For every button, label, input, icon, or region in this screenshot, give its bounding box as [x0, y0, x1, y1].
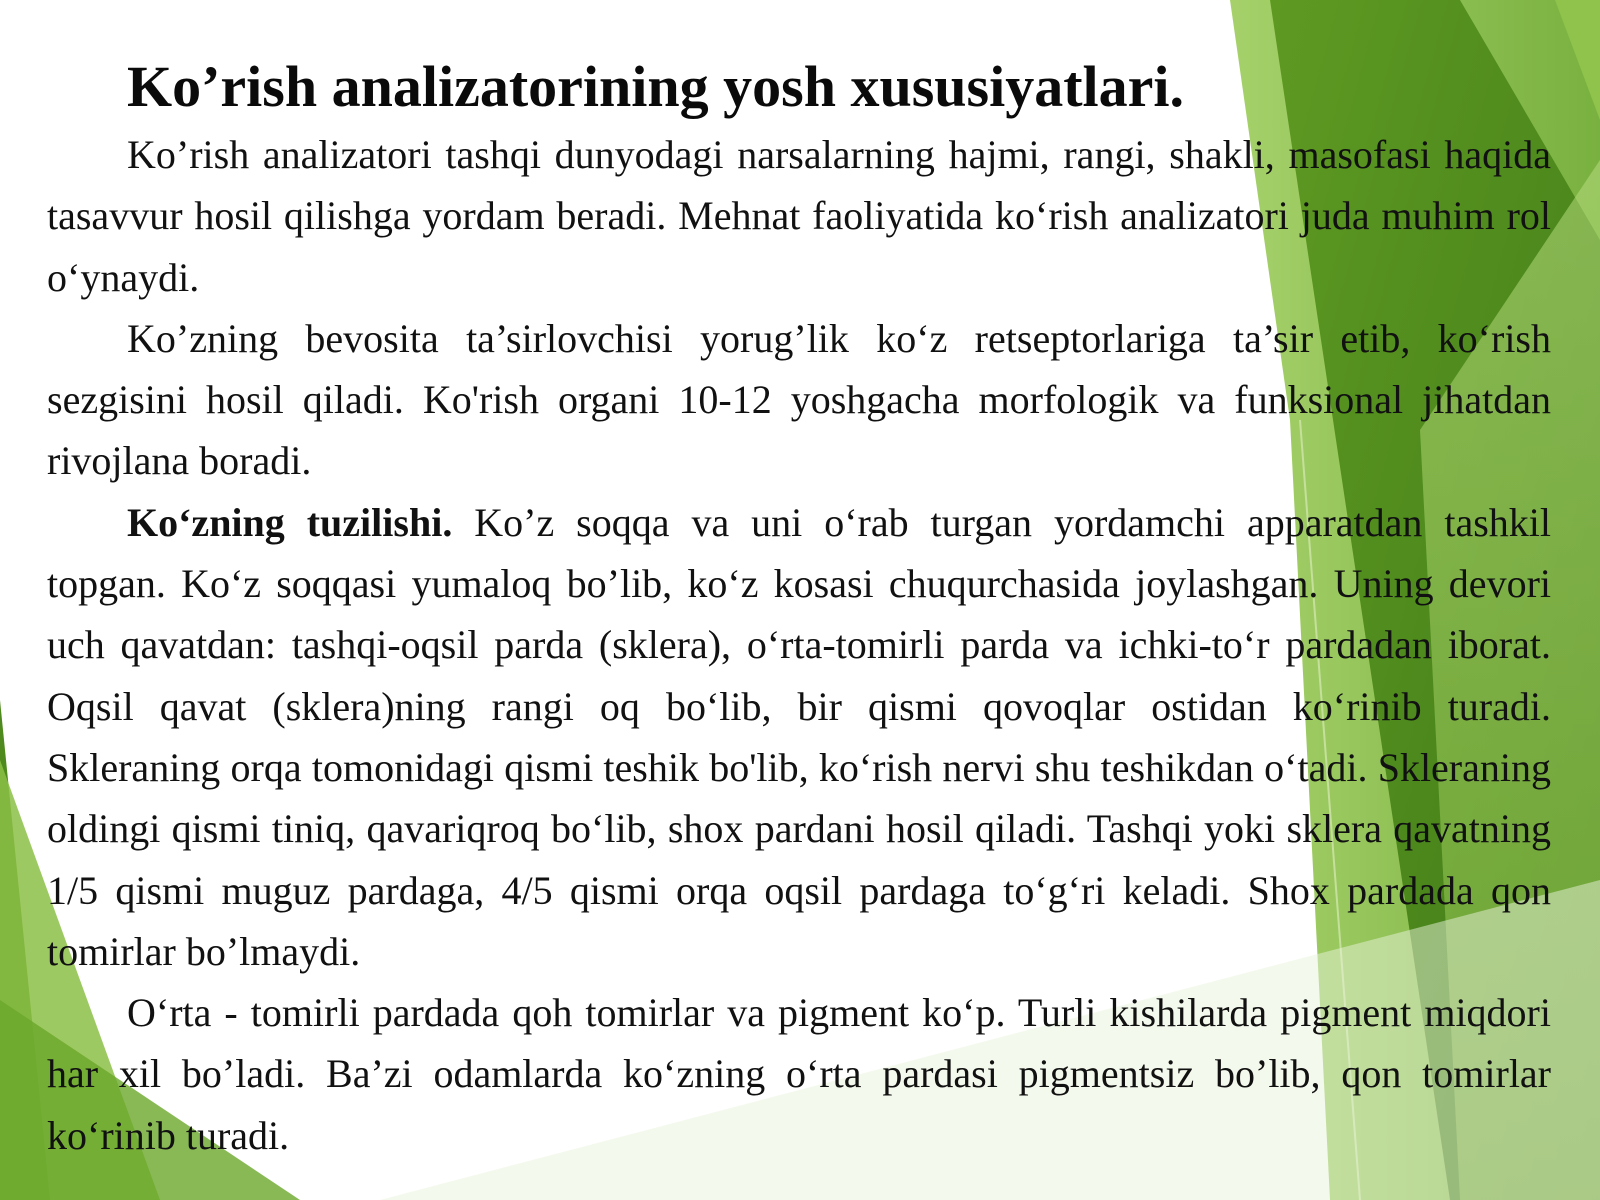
slide-title: Ko’rish analizatorining yosh xususiyatlari.: [127, 54, 1185, 119]
paragraph-4: [47, 982, 1551, 1166]
paragraph-1: [47, 124, 1551, 308]
paragraph-4-text: O‘rta - tomirli pardada qoh tomirlar va pigment ko‘p. Turli kishilarda pigment miqdori har xil bo’ladi. Ba’zi odamlarda ko‘zning o‘rta pardasi pigmentsiz bo’lib, qon tomirlar ko‘rinib turadi.: [47, 990, 1551, 1158]
paragraph-3-text: Ko’z soqqa va uni o‘rab turgan yordamchi apparatdan tashkil topgan. Ko‘z soqqasi yumaloq bo’lib, ko‘z kosasi chuqurchasida joylashgan. Uning devori uch qavatdan: tashqi-oqsil parda (sklera), o‘rta-tomirli parda va ichki-to‘r pardadan iborat. Oqsil qavat (sklera)ning rangi oq bo‘lib, bir qismi qovoqlar ostidan ko‘rinib turadi. Skleraning orqa tomonidagi qismi teshik bo'lib, ko‘rish nervi shu teshikdan o‘tadi. Skleraning oldingi qismi tiniq, qavariqroq bo‘lib, shox pardani hosil qiladi. Tashqi yoki sklera qavatning 1/5 qismi muguz pardaga, 4/5 qismi orqa oqsil pardaga to‘g‘ri keladi. Shox pardada qon tomirlar bo’lmaydi.: [47, 499, 1551, 974]
paragraph-2: [47, 308, 1551, 492]
paragraph-2-text: Ko’zning bevosita ta’sirlovchisi yorug’lik ko‘z retseptorlariga ta’sir etib, ko‘rish sezgisini hosil qiladi. Ko'rish organi 10-12 yoshgacha morfologik va funksional jihatdan rivojlana boradi.: [47, 315, 1551, 484]
paragraph-3: [47, 492, 1551, 982]
section-heading-eye-structure: Ko‘zning tuzilishi.: [127, 499, 453, 545]
slide-content: [47, 50, 1551, 1166]
paragraph-1-text: Ko’rish analizatori tashqi dunyodagi narsalarning hajmi, rangi, shakli, masofasi haqida tasavvur hosil qilishga yordam beradi. Mehnat faoliyatida ko‘rish analizatori juda muhim rol o‘ynaydi.: [47, 132, 1551, 300]
